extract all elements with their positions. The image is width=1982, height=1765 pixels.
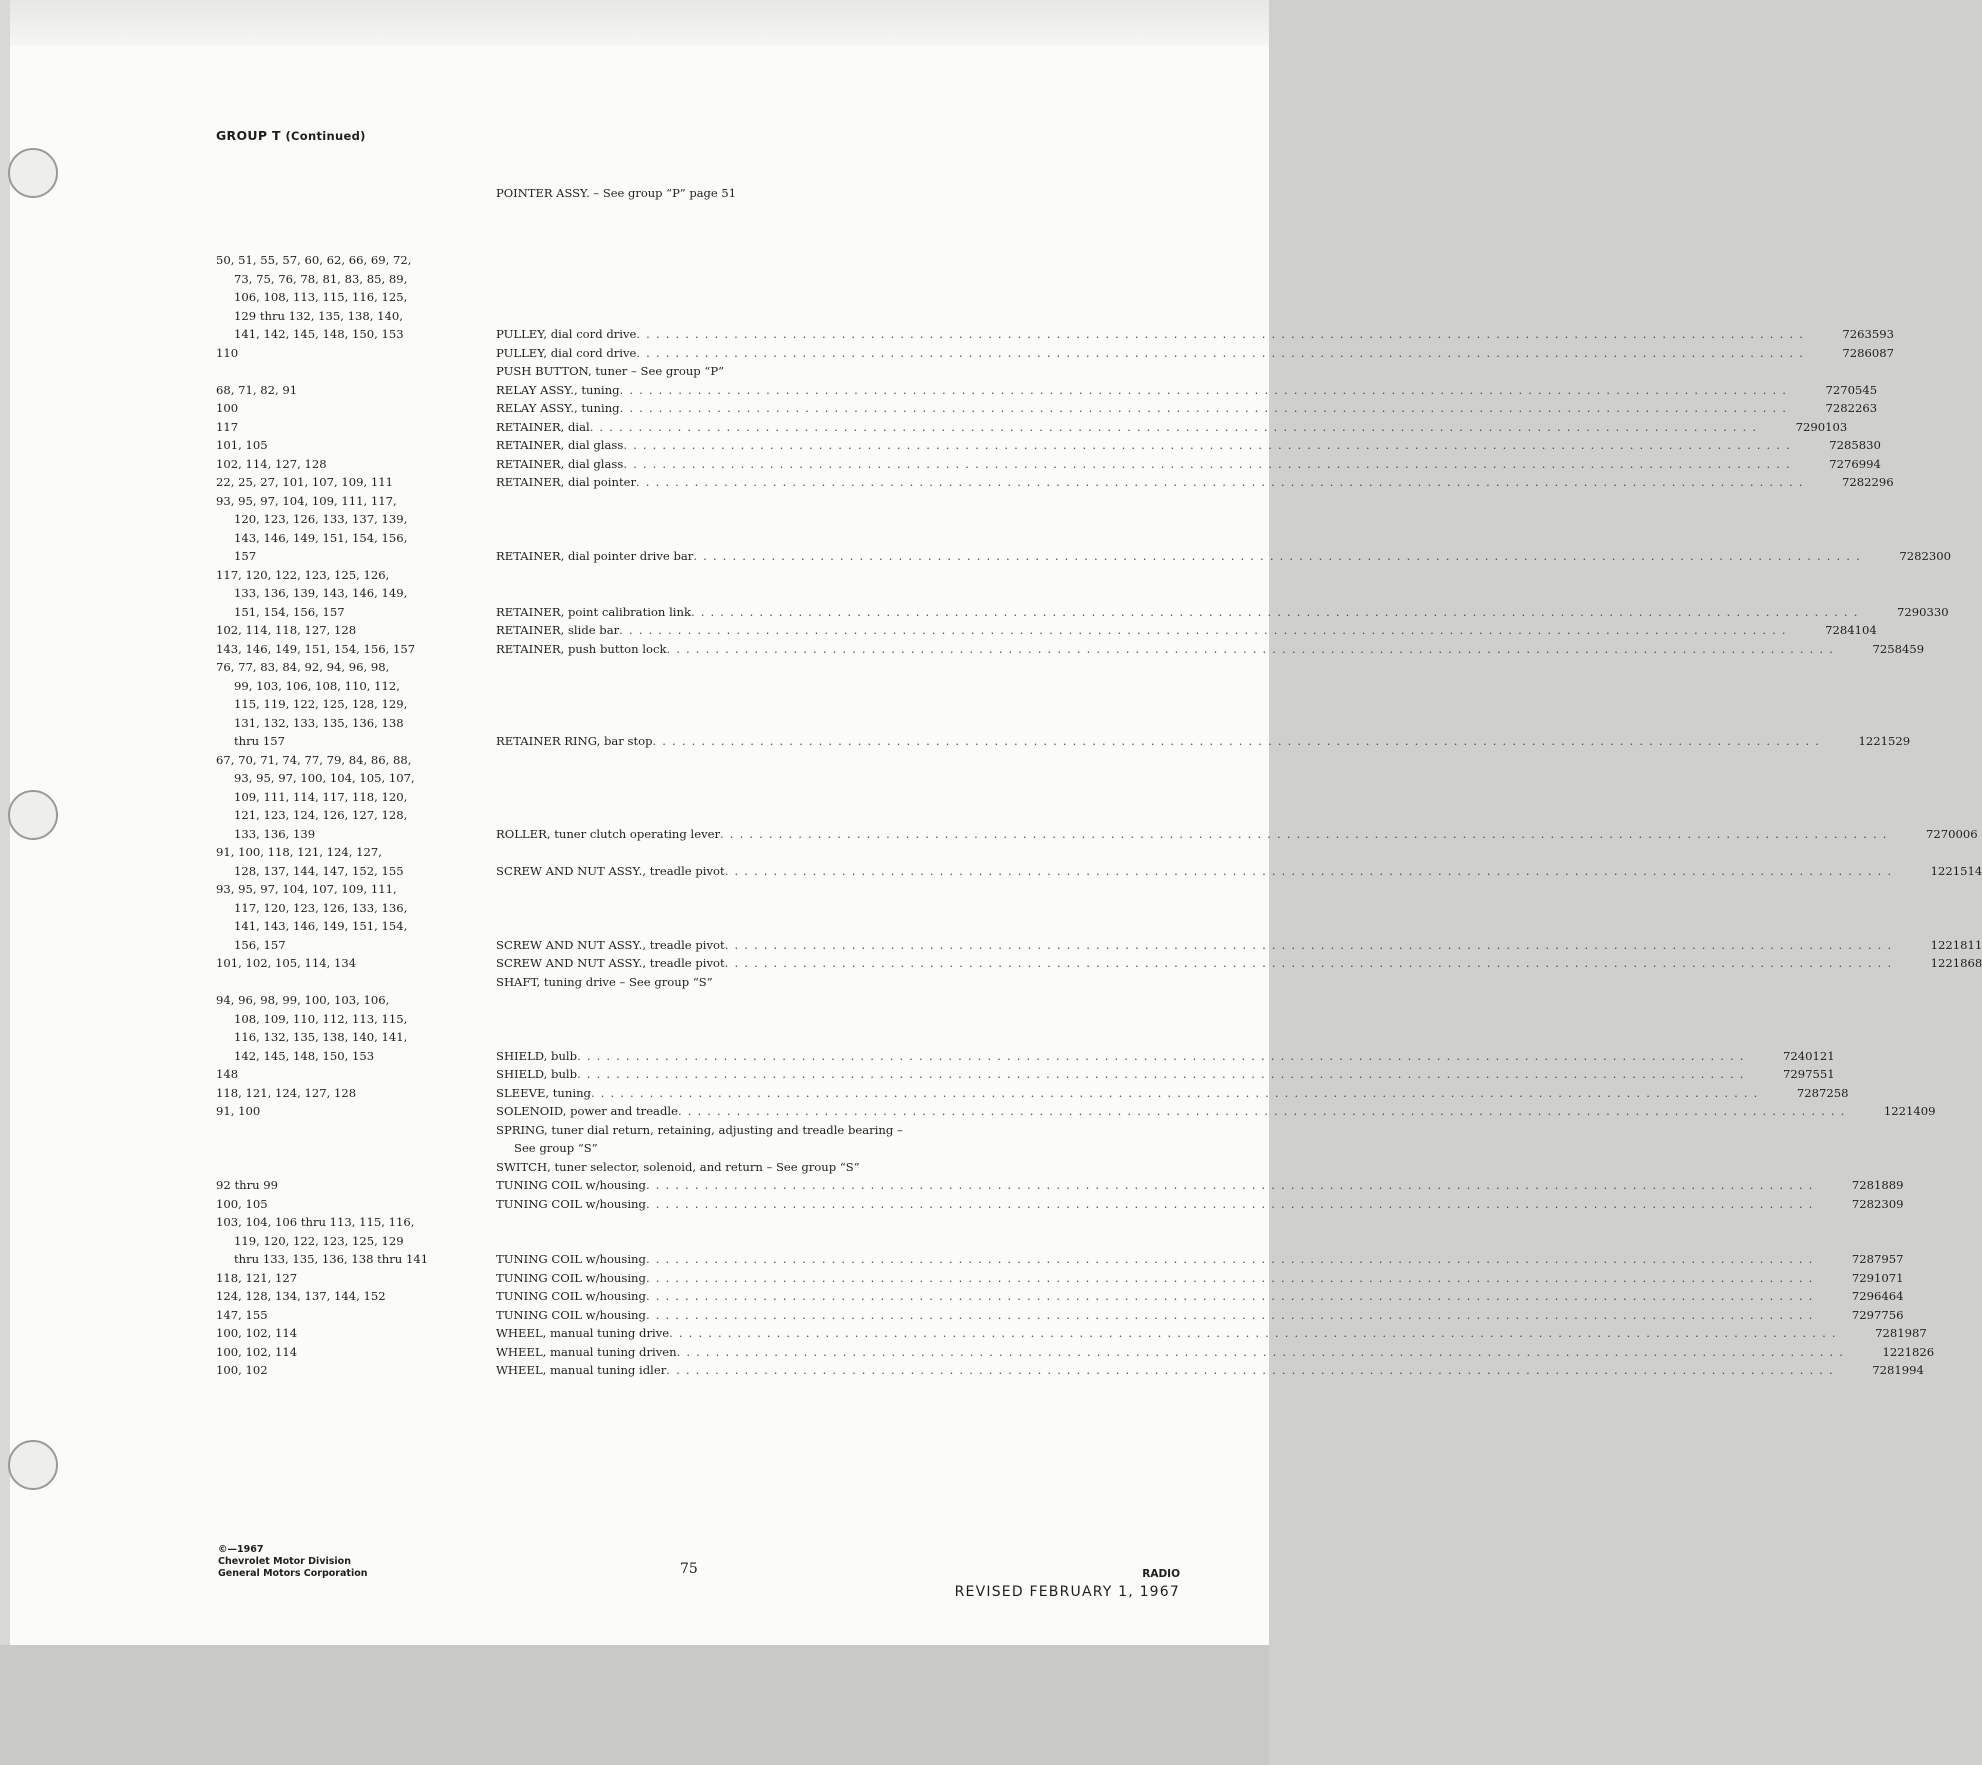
page-number: 75 [680, 1561, 698, 1577]
model-ref-line: 22, 25, 27, 101, 107, 109, 111 [216, 475, 393, 489]
dot-leader: . . . . . . . . . . . . . . . . . . . . . . . . . . . . . . . . . . . . . . . . . . . . . . . . . . . . . . . . . . . . . . . . . . . . . . . . . . . . . . . . . . . . . . . . . . . . . . . . . . . . . . . . . . . . . . . . . . . . . . . . [636, 475, 1804, 489]
part-number: 1221868 [1930, 956, 1982, 970]
model-refs [216, 751, 496, 844]
model-refs [216, 991, 496, 1065]
continued-label: (Continued) [285, 129, 366, 143]
dot-leader: . . . . . . . . . . . . . . . . . . . . . . . . . . . . . . . . . . . . . . . . . . . . . . . . . . . . . . . . . . . . . . . . . . . . . . . . . . . . . . . . . . . . . . . . . . . . . . . . . . . . . . . . . . . . . . . . . . . . . . . . [636, 345, 1804, 360]
model-refs [216, 880, 496, 954]
part-entry [216, 1084, 1849, 1103]
part-number: 7282263 [1825, 401, 1878, 415]
part-description-cell [496, 1047, 1745, 1066]
part-entry [216, 1324, 1927, 1343]
model-ref-line: 143, 146, 149, 151, 154, 156, [234, 530, 408, 545]
model-ref-line: 109, 111, 114, 117, 118, 120, [234, 789, 408, 804]
group-header [216, 128, 366, 143]
part-entry [216, 251, 1894, 344]
model-refs [216, 344, 496, 363]
part-number: 7281994 [1872, 1363, 1924, 1377]
part-description: PULLEY, dial cord drive [496, 345, 637, 360]
model-ref-line: 68, 71, 82, 91 [216, 382, 298, 397]
model-refs [216, 640, 496, 659]
model-ref-line: 120, 123, 126, 133, 137, 139, [234, 512, 408, 526]
dot-leader: . . . . . . . . . . . . . . . . . . . . . . . . . . . . . . . . . . . . . . . . . . . . . . . . . . . . . . . . . . . . . . . . . . . . . . . . . . . . . . . . . . . . . . . . . . . . . . . . . . . . . . . . . . . . . . . . . . . . . . . . [724, 863, 1893, 878]
top-scan-shading [0, 0, 1269, 46]
part-description: TUNING COIL w/housing [496, 1252, 646, 1266]
model-ref-line: 100, 102, 114 [216, 1344, 298, 1359]
part-entry [216, 1195, 1904, 1214]
part-description-cell [496, 1287, 1814, 1306]
dot-leader: . . . . . . . . . . . . . . . . . . . . . . . . . . . . . . . . . . . . . . . . . . . . . . . . . . . . . . . . . . . . . . . . . . . . . . . . . . . . . . . . . . . . . . . . . . . . . . . . . . . . . . . . . . . . . . . . . . . . . . . . [623, 456, 1791, 471]
note-line: SHAFT, tuning drive – See group “S” [496, 974, 713, 989]
dot-leader: . . . . . . . . . . . . . . . . . . . . . . . . . . . . . . . . . . . . . . . . . . . . . . . . . . . . . . . . . . . . . . . . . . . . . . . . . . . . . . . . . . . . . . . . . . . . . . . . . . . . . . . . . . . . . . . . . . . . . . . . [677, 1104, 1846, 1118]
model-refs [216, 492, 496, 566]
part-description: WHEEL, manual tuning idler [496, 1363, 667, 1377]
part-description: SLEEVE, tuning [496, 1085, 591, 1100]
model-ref-line: 121, 123, 124, 126, 127, 128, [234, 808, 408, 822]
part-description: RETAINER, dial [496, 419, 590, 434]
dot-leader: . . . . . . . . . . . . . . . . . . . . . . . . . . . . . . . . . . . . . . . . . . . . . . . . . . . . . . . . . . . . . . . . . . . . . . . . . . . . . . . . . . . . . . . . . . . . . . . . . . . . . . . . . . . . . . . . . . . . . . . . [666, 1363, 1834, 1377]
part-description: TUNING COIL w/housing [496, 1178, 646, 1192]
model-ref-line: 116, 132, 135, 138, 140, 141, [234, 1030, 408, 1044]
dot-leader: . . . . . . . . . . . . . . . . . . . . . . . . . . . . . . . . . . . . . . . . . . . . . . . . . . . . . . . . . . . . . . . . . . . . . . . . . . . . . . . . . . . . . . . . . . . . . . . . . . . . . . . . . . . . . . . . . . . . . . . . [652, 734, 1821, 748]
part-description: TUNING COIL w/housing [496, 1307, 646, 1322]
part-number: 7290330 [1896, 604, 1949, 619]
part-number: 7281889 [1851, 1178, 1904, 1192]
model-ref-line: 67, 70, 71, 74, 77, 79, 84, 86, 88, [216, 752, 412, 767]
model-refs [216, 1306, 496, 1325]
model-refs [216, 251, 496, 344]
part-description: RELAY ASSY., tuning [496, 401, 620, 415]
dot-leader: . . . . . . . . . . . . . . . . . . . . . . . . . . . . . . . . . . . . . . . . . . . . . . . . . . . . . . . . . . . . . . . . . . . . . . . . . . . . . . . . . . . . . . . . . . . . . . . . . . . . . . . . . . . . . . . . . . . . . . . . [590, 1085, 1759, 1100]
part-entry [216, 991, 1835, 1065]
dot-leader: . . . . . . . . . . . . . . . . . . . . . . . . . . . . . . . . . . . . . . . . . . . . . . . . . . . . . . . . . . . . . . . . . . . . . . . . . . . . . . . . . . . . . . . . . . . . . . . . . . . . . . . . . . . . . . . . . . . . . . . . [669, 1326, 1837, 1340]
model-ref-line: 141, 142, 145, 148, 150, 153 [234, 327, 404, 341]
part-description-cell [496, 954, 1892, 973]
part-description: TUNING COIL w/housing [496, 1270, 646, 1285]
part-entry [216, 658, 1911, 751]
part-entry [216, 1306, 1904, 1325]
part-description-cell [496, 1343, 1844, 1362]
dot-leader: . . . . . . . . . . . . . . . . . . . . . . . . . . . . . . . . . . . . . . . . . . . . . . . . . . . . . . . . . . . . . . . . . . . . . . . . . . . . . . . . . . . . . . . . . . . . . . . . . . . . . . . . . . . . . . . . . . . . . . . . [645, 1252, 1814, 1266]
part-description: RETAINER, point calibration link [496, 604, 691, 619]
part-description-cell [496, 1084, 1759, 1103]
model-ref-line: 117 [216, 419, 239, 434]
part-description: RETAINER, dial glass [496, 438, 624, 452]
part-entry [216, 381, 1878, 400]
model-ref-line: 100, 102, 114 [216, 1326, 298, 1340]
model-ref-line: 93, 95, 97, 100, 104, 105, 107, [234, 771, 415, 785]
model-refs [216, 1084, 496, 1103]
model-ref-line: 101, 105 [216, 438, 268, 452]
model-ref-line: 91, 100, 118, 121, 124, 127, [216, 845, 382, 859]
model-ref-line: 142, 145, 148, 150, 153 [234, 1048, 375, 1063]
part-description: SHIELD, bulb [496, 1067, 578, 1081]
model-ref-line: 124, 128, 134, 137, 144, 152 [216, 1289, 386, 1303]
part-description-cell [496, 399, 1787, 418]
part-description: TUNING COIL w/housing [496, 1289, 646, 1303]
part-number: 7284104 [1825, 623, 1877, 637]
part-entry [216, 640, 1925, 659]
model-ref-line: 99, 103, 106, 108, 110, 112, [234, 678, 400, 693]
part-description-cell [496, 473, 1804, 492]
model-ref-line: 102, 114, 118, 127, 128 [216, 623, 357, 637]
model-refs [216, 1176, 496, 1195]
group-label: GROUP T [216, 128, 281, 143]
part-description: RETAINER, dial pointer drive bar [496, 549, 694, 563]
part-entry [216, 1176, 1904, 1195]
part-number: 7296464 [1851, 1289, 1904, 1303]
part-number: 7287258 [1796, 1085, 1849, 1100]
model-ref-line: 119, 120, 122, 123, 125, 129 [234, 1233, 404, 1248]
part-entry [216, 1343, 1935, 1362]
part-description: SCREW AND NUT ASSY., treadle pivot [496, 956, 725, 970]
scanner-background [0, 1645, 1269, 1765]
model-ref-line: 133, 136, 139 [234, 826, 316, 841]
dot-leader: . . . . . . . . . . . . . . . . . . . . . . . . . . . . . . . . . . . . . . . . . . . . . . . . . . . . . . . . . . . . . . . . . . . . . . . . . . . . . . . . . . . . . . . . . . . . . . . . . . . . . . . . . . . . . . . . . . . . . . . . [645, 1270, 1814, 1285]
model-refs [216, 1361, 496, 1380]
model-ref-line: 129 thru 132, 135, 138, 140, [234, 308, 403, 323]
model-refs [216, 954, 496, 973]
dot-leader: . . . . . . . . . . . . . . . . . . . . . . . . . . . . . . . . . . . . . . . . . . . . . . . . . . . . . . . . . . . . . . . . . . . . . . . . . . . . . . . . . . . . . . . . . . . . . . . . . . . . . . . . . . . . . . . . . . . . . . . . [666, 641, 1835, 656]
part-entry [216, 1213, 1904, 1269]
model-refs [216, 1343, 496, 1362]
part-entry [216, 954, 1982, 973]
note-line: SWITCH, tuner selector, solenoid, and return – See group “S” [496, 1159, 860, 1174]
part-number: 7258459 [1872, 641, 1925, 656]
model-ref-line: 110 [216, 345, 239, 360]
part-description-cell [496, 1250, 1814, 1269]
model-ref-line: 100, 105 [216, 1196, 268, 1211]
part-description-cell [496, 603, 1859, 622]
model-ref-line: thru 133, 135, 136, 138 thru 141 [234, 1252, 429, 1266]
publisher-block [218, 1544, 368, 1580]
part-entry [216, 418, 1848, 437]
dot-leader: . . . . . . . . . . . . . . . . . . . . . . . . . . . . . . . . . . . . . . . . . . . . . . . . . . . . . . . . . . . . . . . . . . . . . . . . . . . . . . . . . . . . . . . . . . . . . . . . . . . . . . . . . . . . . . . . . . . . . . . . [577, 1048, 1745, 1063]
model-ref-line: 118, 121, 127 [216, 1270, 298, 1285]
see-group-note [216, 362, 1156, 381]
part-description: SCREW AND NUT ASSY., treadle pivot [496, 937, 725, 952]
binder-ring-hole [8, 148, 58, 198]
part-description: TUNING COIL w/housing [496, 1196, 646, 1211]
part-description-cell [496, 418, 1757, 437]
part-entry [216, 1065, 1835, 1084]
part-entry [216, 492, 1951, 566]
part-description-cell [496, 825, 1888, 844]
dot-leader: . . . . . . . . . . . . . . . . . . . . . . . . . . . . . . . . . . . . . . . . . . . . . . . . . . . . . . . . . . . . . . . . . . . . . . . . . . . . . . . . . . . . . . . . . . . . . . . . . . . . . . . . . . . . . . . . . . . . . . . . [676, 1344, 1845, 1359]
part-description-cell [496, 1269, 1814, 1288]
model-refs [216, 418, 496, 437]
part-description-cell [496, 436, 1791, 455]
part-description-cell [496, 455, 1791, 474]
see-group-note [216, 1158, 1156, 1177]
model-ref-line: 128, 137, 144, 147, 152, 155 [234, 863, 404, 878]
part-description-cell [496, 1361, 1834, 1380]
model-refs [216, 1102, 496, 1121]
model-refs [216, 381, 496, 400]
dot-leader: . . . . . . . . . . . . . . . . . . . . . . . . . . . . . . . . . . . . . . . . . . . . . . . . . . . . . . . . . . . . . . . . . . . . . . . . . . . . . . . . . . . . . . . . . . . . . . . . . . . . . . . . . . . . . . . . . . . . . . . . [645, 1307, 1814, 1322]
model-refs [216, 1287, 496, 1306]
model-ref-line: 141, 143, 146, 149, 151, 154, [234, 919, 408, 933]
corporation-name: General Motors Corporation [218, 1568, 368, 1579]
model-ref-line: 151, 154, 156, 157 [234, 604, 345, 619]
revision-date: REVISED FEBRUARY 1, 1967 [954, 1584, 1180, 1600]
dot-leader: . . . . . . . . . . . . . . . . . . . . . . . . . . . . . . . . . . . . . . . . . . . . . . . . . . . . . . . . . . . . . . . . . . . . . . . . . . . . . . . . . . . . . . . . . . . . . . . . . . . . . . . . . . . . . . . . . . . . . . . . [645, 1289, 1814, 1303]
model-refs [216, 1065, 496, 1084]
model-refs [216, 473, 496, 492]
part-description-cell [496, 1324, 1837, 1343]
part-description: RETAINER, dial glass [496, 456, 624, 471]
dot-leader: . . . . . . . . . . . . . . . . . . . . . . . . . . . . . . . . . . . . . . . . . . . . . . . . . . . . . . . . . . . . . . . . . . . . . . . . . . . . . . . . . . . . . . . . . . . . . . . . . . . . . . . . . . . . . . . . . . . . . . . . [589, 419, 1758, 434]
note-line: SPRING, tuner dial return, retaining, adjusting and treadle bearing – [496, 1122, 903, 1137]
dot-leader: . . . . . . . . . . . . . . . . . . . . . . . . . . . . . . . . . . . . . . . . . . . . . . . . . . . . . . . . . . . . . . . . . . . . . . . . . . . . . . . . . . . . . . . . . . . . . . . . . . . . . . . . . . . . . . . . . . . . . . . . [619, 382, 1788, 397]
model-ref-line: 117, 120, 123, 126, 133, 136, [234, 900, 408, 915]
part-number: 7282300 [1899, 549, 1951, 563]
model-ref-line: 73, 75, 76, 78, 81, 83, 85, 89, [234, 271, 408, 286]
see-group-note [216, 1121, 1156, 1158]
part-description-cell [496, 1102, 1846, 1121]
model-ref-line: 102, 114, 127, 128 [216, 456, 327, 471]
model-refs [216, 658, 496, 751]
part-number: 7282296 [1841, 475, 1894, 489]
part-description: SHIELD, bulb [496, 1048, 578, 1063]
part-description-cell [496, 325, 1804, 344]
model-ref-line: 133, 136, 139, 143, 146, 149, [234, 586, 408, 600]
model-refs [216, 1324, 496, 1343]
dot-leader: . . . . . . . . . . . . . . . . . . . . . . . . . . . . . . . . . . . . . . . . . . . . . . . . . . . . . . . . . . . . . . . . . . . . . . . . . . . . . . . . . . . . . . . . . . . . . . . . . . . . . . . . . . . . . . . . . . . . . . . . [645, 1196, 1814, 1211]
part-entry [216, 751, 1978, 844]
model-ref-line: 106, 108, 113, 115, 116, 125, [234, 290, 408, 304]
part-number: 7291071 [1851, 1270, 1904, 1285]
part-description: RETAINER, slide bar [496, 623, 620, 637]
part-number: 7263593 [1842, 327, 1894, 341]
part-description: RELAY ASSY., tuning [496, 382, 620, 397]
part-number: 1221409 [1883, 1104, 1936, 1118]
part-entry [216, 399, 1878, 418]
part-number: 7286087 [1842, 345, 1894, 360]
part-description: SCREW AND NUT ASSY., treadle pivot [496, 863, 725, 878]
dot-leader: . . . . . . . . . . . . . . . . . . . . . . . . . . . . . . . . . . . . . . . . . . . . . . . . . . . . . . . . . . . . . . . . . . . . . . . . . . . . . . . . . . . . . . . . . . . . . . . . . . . . . . . . . . . . . . . . . . . . . . . . [724, 956, 1893, 970]
part-description-cell [496, 732, 1820, 751]
part-entry [216, 455, 1881, 474]
part-description: SOLENOID, power and treadle [496, 1104, 678, 1118]
dot-leader: . . . . . . . . . . . . . . . . . . . . . . . . . . . . . . . . . . . . . . . . . . . . . . . . . . . . . . . . . . . . . . . . . . . . . . . . . . . . . . . . . . . . . . . . . . . . . . . . . . . . . . . . . . . . . . . . . . . . . . . . [619, 401, 1788, 415]
part-entry [216, 1361, 1924, 1380]
part-number: 1221514 [1930, 863, 1982, 878]
part-entry [216, 436, 1881, 455]
part-entry [216, 344, 1894, 363]
part-number: 1221826 [1882, 1344, 1935, 1359]
model-ref-line: 93, 95, 97, 104, 107, 109, 111, [216, 882, 397, 896]
part-number: 7281987 [1875, 1326, 1927, 1340]
model-ref-line: 103, 104, 106 thru 113, 115, 116, [216, 1215, 415, 1229]
note-line: PUSH BUTTON, tuner – See group “P” [496, 364, 725, 378]
model-ref-line: 115, 119, 122, 125, 128, 129, [234, 697, 408, 711]
part-description-cell [496, 547, 1861, 566]
pointer-assy-note: POINTER ASSY. – See group “P” page 51 [496, 186, 737, 200]
copyright: ©—1967 [218, 1544, 264, 1555]
model-ref-line: 100, 102 [216, 1363, 268, 1377]
part-number: 1221529 [1858, 734, 1911, 748]
model-ref-line: 92 thru 99 [216, 1178, 279, 1192]
parts-list [216, 251, 1982, 1380]
part-description: PULLEY, dial cord drive [496, 327, 637, 341]
section-name: RADIO [1142, 1568, 1180, 1580]
model-ref-line: 91, 100 [216, 1104, 261, 1118]
part-description-cell [496, 1195, 1814, 1214]
model-ref-line: 94, 96, 98, 99, 100, 103, 106, [216, 993, 390, 1007]
model-ref-line: 100 [216, 401, 239, 415]
dot-leader: . . . . . . . . . . . . . . . . . . . . . . . . . . . . . . . . . . . . . . . . . . . . . . . . . . . . . . . . . . . . . . . . . . . . . . . . . . . . . . . . . . . . . . . . . . . . . . . . . . . . . . . . . . . . . . . . . . . . . . . . [724, 937, 1893, 952]
part-description: ROLLER, tuner clutch operating lever [496, 826, 721, 841]
model-ref-line: 108, 109, 110, 112, 113, 115, [234, 1011, 408, 1026]
part-entry [216, 566, 1949, 622]
part-number: 1221811 [1930, 937, 1982, 952]
model-refs [216, 621, 496, 640]
part-number: 7297756 [1851, 1307, 1904, 1322]
model-ref-line: 147, 155 [216, 1307, 268, 1322]
part-number: 7270545 [1825, 382, 1878, 397]
model-refs [216, 1195, 496, 1214]
model-refs [216, 455, 496, 474]
dot-leader: . . . . . . . . . . . . . . . . . . . . . . . . . . . . . . . . . . . . . . . . . . . . . . . . . . . . . . . . . . . . . . . . . . . . . . . . . . . . . . . . . . . . . . . . . . . . . . . . . . . . . . . . . . . . . . . . . . . . . . . . [645, 1178, 1814, 1192]
part-number: 7290103 [1795, 419, 1848, 434]
part-entry [216, 843, 1982, 880]
binder-ring-hole [8, 790, 58, 840]
part-description: RETAINER, push button lock [496, 641, 667, 656]
dot-leader: . . . . . . . . . . . . . . . . . . . . . . . . . . . . . . . . . . . . . . . . . . . . . . . . . . . . . . . . . . . . . . . . . . . . . . . . . . . . . . . . . . . . . . . . . . . . . . . . . . . . . . . . . . . . . . . . . . . . . . . . [623, 438, 1791, 452]
part-description: WHEEL, manual tuning driven [496, 1344, 677, 1359]
part-description-cell [496, 862, 1892, 881]
part-number: 7270006 [1925, 826, 1978, 841]
model-ref-line: 93, 95, 97, 104, 109, 111, 117, [216, 493, 397, 508]
part-number: 7287957 [1851, 1252, 1904, 1266]
part-entry [216, 1269, 1904, 1288]
model-refs [216, 436, 496, 455]
part-number: 7285830 [1829, 438, 1881, 452]
dot-leader: . . . . . . . . . . . . . . . . . . . . . . . . . . . . . . . . . . . . . . . . . . . . . . . . . . . . . . . . . . . . . . . . . . . . . . . . . . . . . . . . . . . . . . . . . . . . . . . . . . . . . . . . . . . . . . . . . . . . . . . . [636, 327, 1804, 341]
see-group-note [216, 973, 1156, 992]
model-ref-line: 50, 51, 55, 57, 60, 62, 66, 69, 72, [216, 253, 412, 267]
model-ref-line: 148 [216, 1067, 239, 1081]
dot-leader: . . . . . . . . . . . . . . . . . . . . . . . . . . . . . . . . . . . . . . . . . . . . . . . . . . . . . . . . . . . . . . . . . . . . . . . . . . . . . . . . . . . . . . . . . . . . . . . . . . . . . . . . . . . . . . . . . . . . . . . . [690, 604, 1859, 619]
revision-block [940, 1568, 1180, 1600]
model-refs [216, 1213, 496, 1269]
part-description-cell [496, 1176, 1814, 1195]
part-entry [216, 621, 1877, 640]
part-number: 7240121 [1783, 1048, 1835, 1063]
note-line: See group “S” [514, 1141, 598, 1155]
part-description: RETAINER, dial pointer [496, 475, 637, 489]
model-ref-line: thru 157 [234, 734, 285, 748]
part-description-cell [496, 381, 1787, 400]
part-description-cell [496, 640, 1834, 659]
part-description-cell [496, 344, 1804, 363]
model-ref-line: 76, 77, 83, 84, 92, 94, 96, 98, [216, 660, 390, 674]
binder-ring-hole [8, 1440, 58, 1490]
part-description-cell [496, 936, 1892, 955]
model-ref-line: 156, 157 [234, 937, 286, 952]
part-number: 7297551 [1783, 1067, 1835, 1081]
dot-leader: . . . . . . . . . . . . . . . . . . . . . . . . . . . . . . . . . . . . . . . . . . . . . . . . . . . . . . . . . . . . . . . . . . . . . . . . . . . . . . . . . . . . . . . . . . . . . . . . . . . . . . . . . . . . . . . . . . . . . . . . [693, 549, 1861, 563]
model-ref-line: 118, 121, 124, 127, 128 [216, 1085, 357, 1100]
part-entry [216, 1287, 1904, 1306]
model-ref-line: 143, 146, 149, 151, 154, 156, 157 [216, 641, 416, 656]
model-refs [216, 1269, 496, 1288]
model-ref-line: 101, 102, 105, 114, 134 [216, 956, 357, 970]
part-entry [216, 880, 1982, 954]
part-entry [216, 473, 1894, 492]
dot-leader: . . . . . . . . . . . . . . . . . . . . . . . . . . . . . . . . . . . . . . . . . . . . . . . . . . . . . . . . . . . . . . . . . . . . . . . . . . . . . . . . . . . . . . . . . . . . . . . . . . . . . . . . . . . . . . . . . . . . . . . . [619, 623, 1787, 637]
model-refs [216, 566, 496, 622]
part-entry [216, 1102, 1936, 1121]
division-name: Chevrolet Motor Division [218, 1556, 351, 1567]
model-ref-line: 117, 120, 122, 123, 125, 126, [216, 567, 390, 582]
model-ref-line: 157 [234, 549, 257, 563]
part-description: RETAINER RING, bar stop [496, 734, 653, 748]
part-number: 7276994 [1829, 456, 1881, 471]
part-description: WHEEL, manual tuning drive [496, 1326, 670, 1340]
dot-leader: . . . . . . . . . . . . . . . . . . . . . . . . . . . . . . . . . . . . . . . . . . . . . . . . . . . . . . . . . . . . . . . . . . . . . . . . . . . . . . . . . . . . . . . . . . . . . . . . . . . . . . . . . . . . . . . . . . . . . . . . [720, 826, 1888, 841]
dot-leader: . . . . . . . . . . . . . . . . . . . . . . . . . . . . . . . . . . . . . . . . . . . . . . . . . . . . . . . . . . . . . . . . . . . . . . . . . . . . . . . . . . . . . . . . . . . . . . . . . . . . . . . . . . . . . . . . . . . . . . . . [577, 1067, 1745, 1081]
model-refs [216, 399, 496, 418]
part-description-cell [496, 1065, 1745, 1084]
model-ref-line: 131, 132, 133, 135, 136, 138 [234, 715, 404, 730]
part-description-cell [496, 1306, 1814, 1325]
part-description-cell [496, 621, 1787, 640]
part-number: 7282309 [1851, 1196, 1904, 1211]
model-refs [216, 843, 496, 880]
